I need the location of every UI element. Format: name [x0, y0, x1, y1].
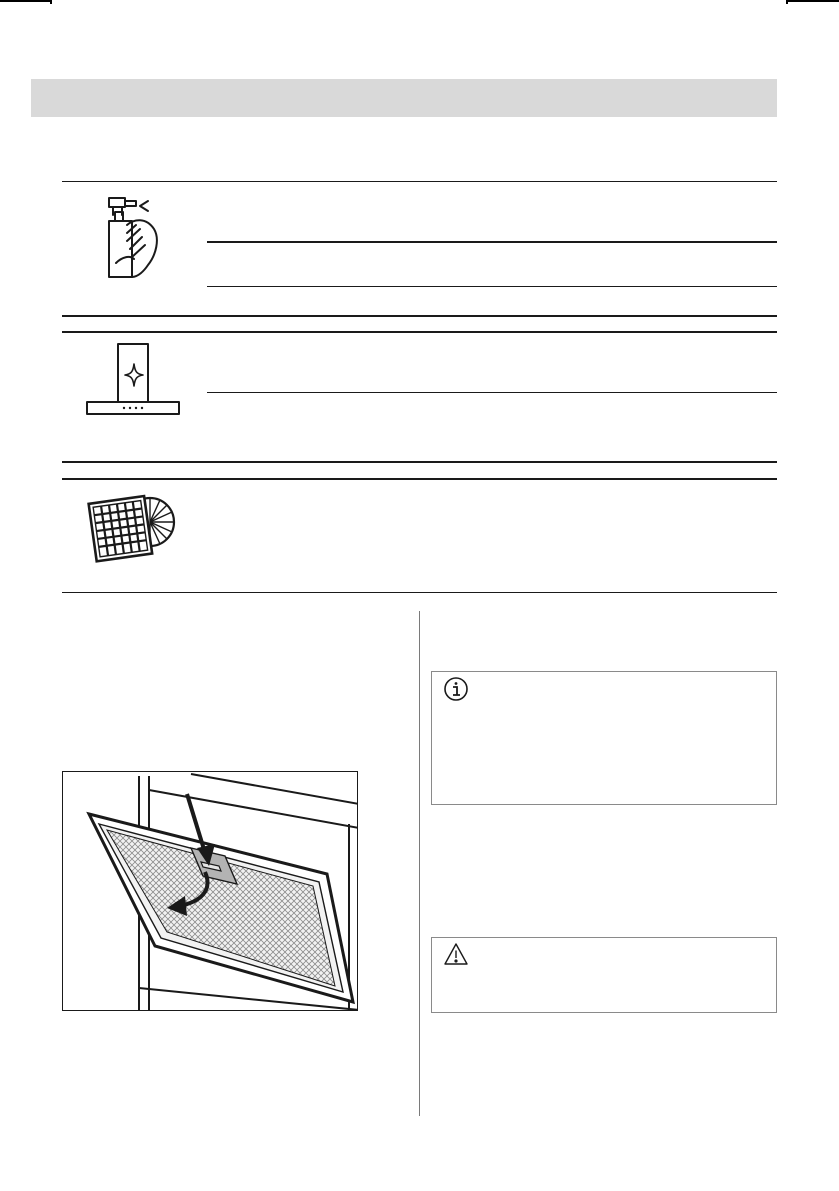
- table-rule: [207, 392, 777, 393]
- table-rule: [207, 241, 777, 243]
- cooker-hood-sparkle-icon: [85, 342, 181, 418]
- spray-bottle-cloth-icon: [100, 193, 166, 281]
- table-rule: [62, 315, 777, 317]
- crop-mark-top-right: [786, 0, 839, 2]
- table-rule: [207, 286, 777, 287]
- table-rule: [62, 478, 777, 480]
- crop-mark-top-left: [0, 0, 52, 2]
- grease-filter-fan-icon: [80, 486, 176, 564]
- info-box: [431, 671, 777, 805]
- column-divider: [419, 611, 420, 1116]
- warning-box: [431, 937, 777, 1013]
- section-heading-bar: [31, 79, 777, 117]
- grease-filter-removal-illustration: [62, 771, 358, 1011]
- crop-mark-top-right-vertical: [786, 0, 788, 4]
- warning-triangle-icon: [443, 942, 469, 971]
- info-icon: [443, 676, 469, 707]
- crop-mark-top-left-vertical: [50, 0, 52, 4]
- table-rule: [62, 181, 777, 182]
- table-rule: [62, 592, 777, 593]
- table-rule: [62, 461, 777, 463]
- table-rule: [62, 331, 777, 333]
